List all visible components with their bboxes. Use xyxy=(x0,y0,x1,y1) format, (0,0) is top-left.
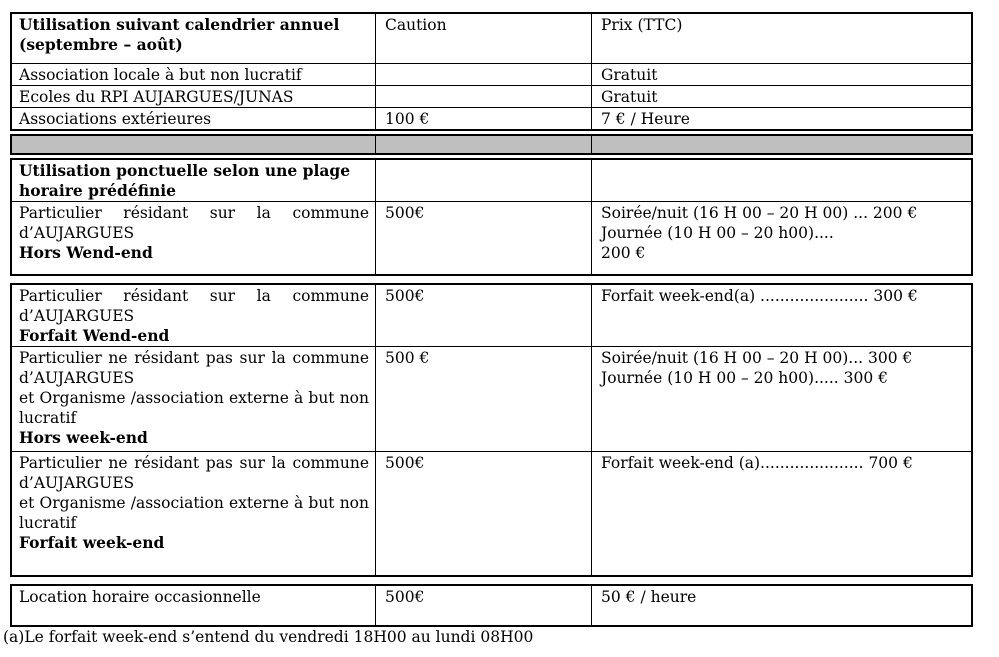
description-paragraph: et Organisme /association externe à but non lucratif xyxy=(19,494,369,532)
description-paragraph: et Organisme /association externe à but non lucratif xyxy=(19,389,369,427)
ponctuel-title-line2: horaire prédéfinie xyxy=(19,181,176,200)
location-section xyxy=(10,584,973,627)
cell-caution xyxy=(376,136,592,153)
table-subheader-row xyxy=(12,160,971,201)
cell-caution: 500€ xyxy=(376,202,592,274)
cell-price: Gratuit xyxy=(601,66,658,84)
cell-caution: 500€ xyxy=(376,452,592,575)
cell-description: Associations extérieures xyxy=(12,108,376,129)
table-row xyxy=(12,586,971,625)
cell-description xyxy=(12,285,376,346)
ponctuel-title-line1: Utilisation ponctuelle selon une plage xyxy=(19,161,351,180)
ponctuel-section-a xyxy=(10,158,973,276)
description-bold: Forfait week-end xyxy=(19,533,165,552)
cell-price: 50 € / heure xyxy=(601,588,697,606)
cell-description xyxy=(12,452,376,575)
price-line: Soirée/nuit (16 H 00 – 20 H 00) ... 200 € xyxy=(601,204,918,222)
price-line: Journée (10 H 00 – 20 h00)..... 300 € xyxy=(601,369,888,387)
price-line: 200 € xyxy=(601,244,646,262)
cell-description xyxy=(12,160,376,201)
separator-band xyxy=(10,134,973,155)
header-cell-prix: Prix (TTC) xyxy=(601,16,683,34)
table-row xyxy=(12,63,971,85)
cell-caution: 100 € xyxy=(376,108,592,129)
cell-description: Ecoles du RPI AUJARGUES/JUNAS xyxy=(12,86,376,107)
description-bold: Hors week-end xyxy=(19,428,148,447)
description-paragraph: Particulier résidant sur la commune d’AUJARGUES xyxy=(19,287,369,325)
annual-title-line1: Utilisation suivant calendrier annuel xyxy=(19,15,340,34)
description-paragraph: Particulier résidant sur la commune d’AUJARGUES xyxy=(19,204,369,242)
header-cell-usage xyxy=(12,14,376,63)
cell-price xyxy=(592,202,971,274)
table-row-empty xyxy=(12,136,971,153)
description-bold: Hors Wend-end xyxy=(19,243,153,262)
annual-usage-section xyxy=(10,12,973,131)
pricing-table xyxy=(10,12,973,627)
cell-description xyxy=(12,136,376,153)
cell-caution: 500 € xyxy=(376,347,592,451)
cell-description xyxy=(12,347,376,451)
description-bold: Forfait Wend-end xyxy=(19,326,170,345)
table-row xyxy=(12,346,971,451)
price-line: Forfait week-end (a)..................... 700 € xyxy=(601,454,913,472)
cell-price: Gratuit xyxy=(601,88,658,106)
description-paragraph: Particulier ne résidant pas sur la commune d’AUJARGUES xyxy=(19,349,369,387)
price-line: Journée (10 H 00 – 20 h00).... xyxy=(601,224,834,242)
table-row xyxy=(12,285,971,346)
cell-description xyxy=(12,202,376,274)
cell-caution: 500€ xyxy=(376,586,592,625)
cell-price xyxy=(592,452,971,575)
table-row xyxy=(12,85,971,107)
cell-description: Association locale à but non lucratif xyxy=(12,64,376,85)
ponctuel-section-b xyxy=(10,283,973,577)
table-row xyxy=(12,201,971,274)
cell-caution xyxy=(376,160,592,201)
cell-price: 7 € / Heure xyxy=(601,110,690,128)
cell-price xyxy=(592,347,971,451)
table-row xyxy=(12,107,971,129)
cell-description: Location horaire occasionnelle xyxy=(12,586,376,625)
cell-caution xyxy=(376,86,592,107)
cell-caution xyxy=(376,64,592,85)
footnote: (a)Le forfait week-end s’entend du vendredi 18H00 au lundi 08H00 xyxy=(3,628,534,646)
cell-price xyxy=(592,136,971,153)
table-header-row xyxy=(12,14,971,63)
header-cell-caution: Caution xyxy=(376,14,592,63)
cell-price xyxy=(592,160,971,201)
annual-title-line2: (septembre – août) xyxy=(19,35,183,54)
cell-caution: 500€ xyxy=(376,285,592,346)
price-line: Forfait week-end(a) ...................... 300 € xyxy=(601,287,918,305)
description-paragraph: Particulier ne résidant pas sur la commune d’AUJARGUES xyxy=(19,454,369,492)
cell-price xyxy=(592,285,971,346)
price-line: Soirée/nuit (16 H 00 – 20 H 00)... 300 € xyxy=(601,349,913,367)
table-row xyxy=(12,451,971,575)
